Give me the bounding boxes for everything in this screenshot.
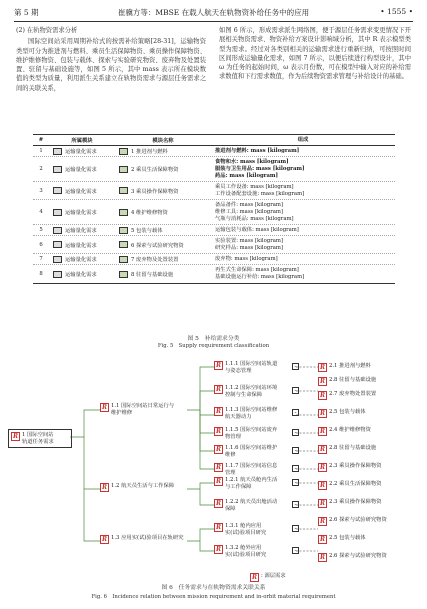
figure-caption: 图 5 补给需求分类 [187,336,240,342]
composition-cell [211,256,395,263]
sub-requirement-node [214,427,296,440]
composition-item: 食物和水: mass [kilogram] [215,158,289,165]
composition-cell [211,159,395,180]
node-label: 1.1.7 国际空间站信息 管理 [225,463,278,476]
node-label: 2.6 探索与试验研究物资 [329,517,387,523]
node-label: 1.2 航天员生活与工作保障 [111,483,175,489]
composition-item: 运输包装与载体: mass [kilogram] [215,226,299,233]
module-label: 运输量化需求 [65,149,97,155]
module-label: 运输量化需求 [65,257,97,263]
module-cell [49,165,115,173]
composition-item: 基础设施运行补给: mass [kilogram] [215,274,305,280]
requirement-icon: R [216,500,221,507]
row-number: 1 [39,148,43,154]
node-label: 2.1 推进剂与燃料 [329,363,371,369]
node-label: 2.3 乘员操作保障物资 [329,463,382,469]
material-requirement-node [318,445,422,454]
requirement-icon: R [320,536,325,543]
material-requirement-node [318,409,422,418]
sub-requirement-node [214,463,296,476]
table-header [33,135,395,146]
requirement-icon: R [320,482,325,489]
name-cell [115,241,211,249]
material-requirement-node [318,363,422,372]
block-icon [119,256,128,263]
node-label: 2.7 废弃物处置装置 [329,391,377,397]
requirement-icon: R [320,500,325,507]
node-label: 2.5 包装与载体 [329,409,366,415]
node-label: 1.1.6 国际空间站维护 维修 [225,445,278,458]
node-label: 2.8 驻留与基础设施 [329,445,377,451]
material-requirement-node [318,535,422,544]
header-cell: # [38,137,44,143]
node-label: 2.6 探索与试验研究物资 [329,553,387,559]
header-cell: 组成 [297,136,309,143]
sub-requirement-node [214,361,296,374]
requirement-icon: R [320,464,325,471]
requirement-derivation-diagram [0,349,427,587]
header-cell: 模块名称 [152,138,174,144]
block-icon [53,241,62,248]
composition-item: 再生式生命保障: mass [kilogram] [215,267,299,273]
node-label: 2.4 维护维修物资 [329,427,371,433]
module-label: 运输量化需求 [65,272,97,278]
requirement-icon: R [320,518,325,525]
name-label: 5 包装与载体 [131,228,163,234]
requirement-icon: R [102,484,107,491]
node-label: 1.3.1 舱内应用 实(试)验项目研究 [225,523,267,536]
collapse-icon: - [290,465,299,472]
material-requirement-node [318,517,422,526]
requirement-icon: R [13,433,18,440]
running-title: 崔骥方等：MBSE 在载人航天在轨物资补给任务中的应用 [117,8,310,17]
collapse-icon: - [290,409,299,416]
material-requirement-node [318,481,422,490]
requirement-icon: R [320,554,325,561]
legend-label: : 源层需求 [261,573,286,579]
node-label: 1 国际空间站 轨道任务需求 [22,432,54,445]
name-label: 3 乘员操作保障物资 [131,188,179,195]
module-cell [49,208,115,216]
name-cell [115,208,211,216]
table-row [33,200,395,225]
row-number: 7 [39,256,43,262]
composition-cell [211,238,395,252]
material-requirement-node [318,553,422,562]
name-label: 7 废弃物及处置装置 [131,257,179,263]
name-label: 2 乘员生活保障物资 [131,167,179,173]
block-icon [53,148,62,155]
table-row [33,146,395,157]
block-icon [119,187,128,194]
block-icon [53,227,62,234]
requirement-icon: R [320,410,325,417]
node-label: 1.3.2 舱外应用 实(试)验项目研究 [225,545,267,558]
requirement-icon: R [216,546,221,553]
composition-cell [211,267,395,281]
row-number: 2 [39,166,43,172]
block-icon [53,256,62,263]
collapse-icon: - [290,363,299,370]
name-cell [115,270,211,278]
module-label: 运输量化需求 [65,228,97,234]
row-number: 3 [39,187,43,194]
requirement-icon: R [216,478,221,485]
name-label: 4 维护维修物资 [131,210,168,216]
paragraph: 国际空间站采用周期补给式的按需补给策略[28-31]，运输物资类型可分为推进剂与燃料、乘员生活保障物资、乘员操作保障物资、维护维修物资、包装与载体、探索与实验研究物资、废弃物及处置装置、驻留与基础设施等，如图 5 所示，其中 mass 表示所在模块数值的类型为质量，利用派生关系建立在轨物资需求与源层任务需求之间的关联关系， [16,38,206,92]
right-column [219,26,411,82]
node-label: 1.1.1 国际空间站轨道 与姿态管理 [225,361,278,374]
module-label: 运输量化需求 [65,188,97,195]
block-icon [119,241,128,248]
composition-item: 药品: mass [kilogram] [215,172,279,179]
composition-cell [211,184,395,198]
block-icon [119,271,128,278]
name-cell [115,165,211,173]
node-label: 1.1.5 国际空间站废弃 物管理 [225,427,278,440]
composition-item: 备品备件: mass [kilogram] [215,201,283,208]
node-label: 1.2.1 航天员舱内生活 与工作保障 [225,477,278,490]
block-icon [119,166,128,173]
row-number: 4 [39,209,43,215]
mission-requirement-node [100,483,190,492]
collapse-icon: - [290,501,299,508]
requirement-icon: R [320,364,325,371]
composition-item: 乘员工作设备: mass [kilogram] [215,183,294,190]
collapse-icon: - [290,447,299,454]
module-label: 运输量化需求 [65,242,97,249]
figure-caption-en: Fig. 5 Supply requirement classification [157,343,270,349]
collapse-icon: - [290,525,299,532]
sub-requirement-node [214,407,296,420]
block-icon [119,227,128,234]
module-cell [49,255,115,263]
material-requirement-node [318,499,422,508]
requirement-icon: R [102,404,107,411]
page-number: • 1555 • [380,7,413,16]
requirement-icon: R [320,392,325,399]
table-row [33,236,395,254]
name-label: 6 探索与试验研究物资 [131,242,184,249]
block-icon [119,209,128,216]
block-icon [53,271,62,278]
row-number: 8 [39,271,43,277]
block-icon [53,187,62,194]
composition-cell [211,148,395,155]
node-label: 1.1.3 国际空间站维修 航天器动力 [225,407,278,420]
row-number: 6 [39,241,43,248]
table-row [33,265,395,283]
requirement-icon: R [252,574,257,581]
composition-item: 推进剂与燃料: mass [kilogram] [215,147,300,154]
material-requirement-node [318,463,422,472]
root-requirement-node [8,429,72,448]
collapse-icon: - [290,429,299,436]
requirement-icon: R [216,428,221,435]
block-icon [53,209,62,216]
name-cell [115,147,211,155]
composition-item: 维修工具: mass [kilogram] [215,208,283,215]
mission-requirement-node [100,403,190,416]
section-heading: (2) 在轨物资需求分析 [16,27,78,34]
name-cell [115,226,211,234]
node-label: 1.1 国际空间站日常运行与 维护维修 [111,403,175,416]
requirement-table [33,134,395,284]
left-column [16,26,206,93]
sub-requirement-node [214,545,296,558]
figure-caption: 图 6 任务需求与在轨物资需求关联关系 [161,585,266,591]
material-requirement-node [318,377,422,386]
mission-requirement-node [100,535,190,544]
requirement-icon: R [216,464,221,471]
collapse-icon: - [290,387,299,394]
header-rule [14,21,413,22]
requirement-icon: R [320,378,325,385]
sub-requirement-node [214,523,296,536]
table-row [33,157,395,182]
name-cell [115,255,211,263]
requirement-icon: R [216,386,221,393]
block-icon [53,166,62,173]
requirement-icon: R [216,362,221,369]
module-cell [49,147,115,155]
material-requirement-node [318,427,422,436]
material-requirement-node [318,391,422,400]
sub-requirement-node [214,499,296,512]
name-label: 8 驻留与基础设施 [131,272,174,278]
figure-caption-en: Fig. 6 Incidence relation between mission requirement and in-orbit material requirement [91,594,336,600]
paragraph: 如图 6 所示，形成需求派生网络图，便于源层任务需求变更情况下开展相关物资需求、物资补给方案设计影响域分析，其中 R 表示模型类型为需求。经过对各类别相关的运输需求进行重新归纳，可按照时间区间形成运输量化需求，如图 7 所示，以便后续进行构型设计，其中 ω 为任务的起始时间，ω 表示月份数，可在模型中输入对应的补给需求数值和下行需求数值，作为后续物资需求管理与补给设计的基础。 [219,27,411,81]
requirement-icon: R [216,446,221,453]
module-cell [49,270,115,278]
issue-number: 第 5 期 [14,8,39,17]
node-label: 2.5 包装与载体 [329,535,366,541]
diagram-legend [250,573,286,582]
block-icon [119,148,128,155]
module-cell [49,226,115,234]
module-cell [49,187,115,195]
collapse-icon: - [290,479,299,486]
composition-item: 研究样品: mass [kilogram] [215,244,283,251]
page-header [14,7,413,21]
composition-item: 气瓶与消耗品: mass [kilogram] [215,215,294,222]
sub-requirement-node [214,445,296,458]
node-label: 1.3 应用实(试)验项目在轨研究 [111,535,184,541]
composition-item: 废弃物: mass [kilogram] [215,255,278,262]
node-label: 2.8 驻留与基础设施 [329,377,377,383]
table-row [33,254,395,265]
module-label: 运输量化需求 [65,210,97,216]
requirement-icon: R [216,408,221,415]
requirement-icon: R [320,428,325,435]
header-cell: 所属模块 [71,138,93,144]
table-row [33,225,395,236]
collapse-icon: - [290,547,299,554]
composition-item: 服装与卫生用品: mass [kilogram] [215,165,305,172]
sub-requirement-node [214,477,296,490]
composition-cell [211,227,395,234]
module-label: 运输量化需求 [65,167,97,173]
name-cell [115,187,211,195]
node-label: 1.1.2 国际空间站环境 控制与生命保障 [225,385,278,398]
composition-item: 实验装置: mass [kilogram] [215,237,283,244]
node-label: 1.2.2 航天员出舱活动 保障 [225,499,278,512]
requirement-icon: R [320,446,325,453]
row-number: 5 [39,227,43,233]
node-label: 2.3 乘员操作保障物资 [329,499,382,505]
composition-item: 工作设备配套设施: mass [kilogram] [215,190,305,197]
composition-cell [211,202,395,223]
sub-requirement-node [214,385,296,398]
requirement-icon: R [102,536,107,543]
module-cell [49,241,115,249]
name-label: 1 推进剂与燃料 [131,149,168,155]
table-row [33,182,395,200]
requirement-icon: R [216,524,221,531]
node-label: 2.2 乘员生活保障物资 [329,481,382,487]
